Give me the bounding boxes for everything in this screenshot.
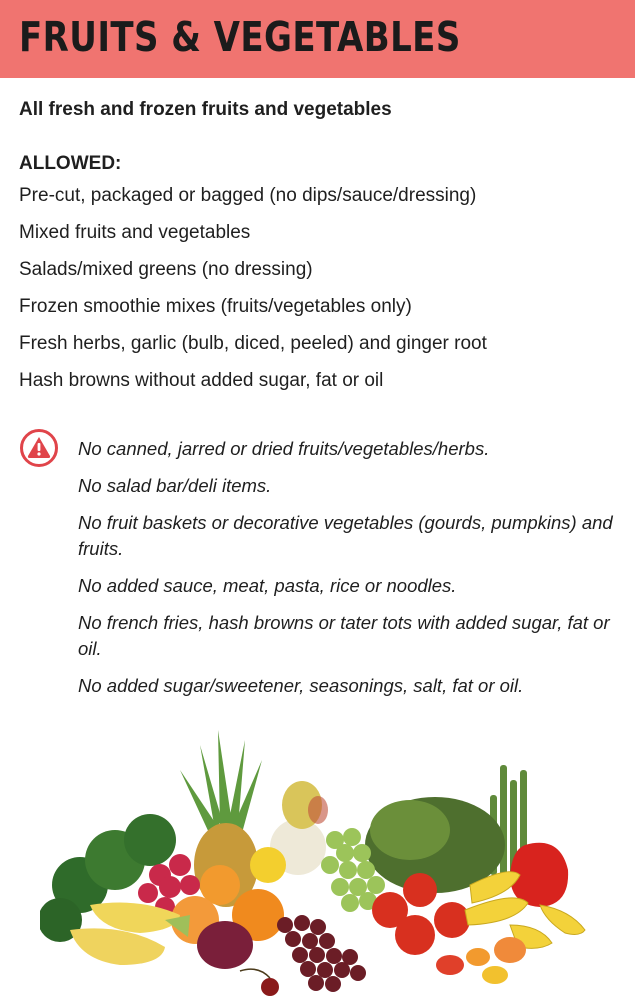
page-title: FRUITS & VEGETABLES	[19, 13, 461, 61]
not-allowed-list	[78, 436, 630, 710]
allowed-item: Pre-cut, packaged or bagged (no dips/sauce/dressing)	[19, 185, 477, 206]
red-onion	[197, 921, 253, 969]
not-allowed-item: No french fries, hash browns or tater tots with added sugar, fat or oil.	[78, 612, 610, 659]
warning-icon	[19, 428, 59, 468]
header-banner	[0, 0, 635, 78]
red-grapes	[277, 915, 366, 992]
pineapple-leaves	[180, 730, 262, 835]
allowed-list	[19, 184, 487, 406]
allowed-heading: ALLOWED:	[19, 153, 122, 174]
allowed-item: Hash browns without added sugar, fat or oil	[19, 370, 384, 391]
allowed-item: Salads/mixed greens (no dressing)	[19, 259, 313, 280]
intro-text: All fresh and frozen fruits and vegetables	[19, 99, 392, 120]
small-peppers	[436, 937, 526, 984]
not-allowed-item: No added sugar/sweetener, seasonings, salt, fat or oil.	[78, 675, 524, 696]
lemon	[250, 847, 286, 883]
allowed-item: Fresh herbs, garlic (bulb, diced, peeled) and ginger root	[19, 333, 487, 354]
not-allowed-item: No canned, jarred or dried fruits/vegetables/herbs.	[78, 438, 490, 459]
not-allowed-item: No added sauce, meat, pasta, rice or noodles.	[78, 575, 457, 596]
produce-illustration	[40, 725, 600, 1003]
allowed-item: Mixed fruits and vegetables	[19, 222, 251, 243]
not-allowed-item: No salad bar/deli items.	[78, 475, 272, 496]
not-allowed-item: No fruit baskets or decorative vegetables (gourds, pumpkins) and fruits.	[78, 512, 613, 559]
corn	[70, 903, 190, 965]
allowed-item: Frozen smoothie mixes (fruits/vegetables only)	[19, 296, 412, 317]
cherry	[261, 978, 279, 996]
